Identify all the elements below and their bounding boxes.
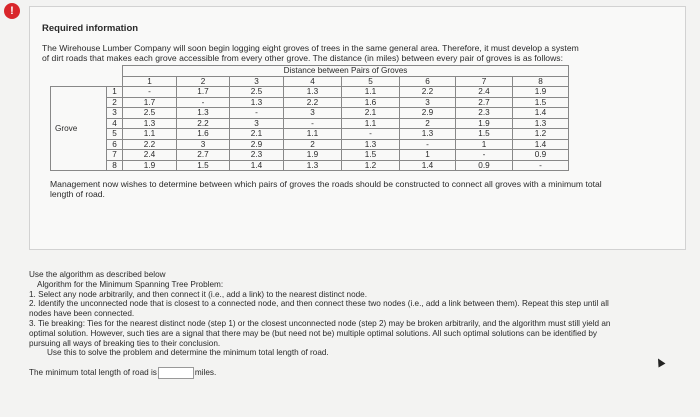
table-cell: 1 xyxy=(456,139,513,150)
mouse-cursor-icon xyxy=(655,357,666,368)
table-cell: 1.9 xyxy=(456,118,513,129)
table-row xyxy=(51,160,569,171)
row-header: 3 xyxy=(107,108,123,119)
table-cell: - xyxy=(342,129,400,140)
table-cell: - xyxy=(177,97,230,108)
table-cell: 2.2 xyxy=(284,97,342,108)
row-header: 1 xyxy=(107,87,123,98)
answer-prefix: The minimum total length of road is xyxy=(29,368,157,378)
table-cell: - xyxy=(230,108,284,119)
table-cell: 2.7 xyxy=(456,97,513,108)
table-cell: 3 xyxy=(177,139,230,150)
algorithm-title: Algorithm for the Minimum Spanning Tree Problem: xyxy=(37,279,224,289)
table-cell: 1.3 xyxy=(342,139,400,150)
table-cell: 1.9 xyxy=(123,160,177,171)
table-cell: 1.3 xyxy=(284,160,342,171)
row-header: 8 xyxy=(107,160,123,171)
column-header: 6 xyxy=(400,76,456,87)
table-cell: 2.2 xyxy=(123,139,177,150)
table-cell: 0.9 xyxy=(513,150,569,161)
table-cell: 1.5 xyxy=(456,129,513,140)
answer-row xyxy=(29,367,629,379)
table-cell: 2.1 xyxy=(230,129,284,140)
table-cell: 1.3 xyxy=(230,97,284,108)
table-title: Distance between Pairs of Groves xyxy=(123,66,569,77)
column-header: 5 xyxy=(342,76,400,87)
table-cell: 2 xyxy=(284,139,342,150)
table-cell: 1.4 xyxy=(513,108,569,119)
distance-table xyxy=(50,65,569,171)
algorithm-section xyxy=(29,270,629,379)
row-header: 4 xyxy=(107,118,123,129)
table-cell: 2 xyxy=(400,118,456,129)
table-cell: 2.4 xyxy=(456,87,513,98)
table-cell: 1.4 xyxy=(400,160,456,171)
table-cell: 1.1 xyxy=(284,129,342,140)
table-cell: 1.1 xyxy=(342,87,400,98)
table-cell: 1.6 xyxy=(177,129,230,140)
table-cell: 1.3 xyxy=(177,108,230,119)
table-cell: 1.6 xyxy=(342,97,400,108)
table-cell: 2.3 xyxy=(230,150,284,161)
answer-suffix: miles. xyxy=(194,368,217,378)
table-cell: 2.5 xyxy=(123,108,177,119)
table-cell: 1.4 xyxy=(230,160,284,171)
table-cell: 2.1 xyxy=(342,108,400,119)
table-cell: 1.7 xyxy=(123,97,177,108)
table-cell: 3 xyxy=(284,108,342,119)
table-cell: 1.3 xyxy=(513,118,569,129)
column-header: 1 xyxy=(123,76,177,87)
row-header: 5 xyxy=(107,129,123,140)
required-information-card xyxy=(29,6,686,250)
table-row xyxy=(51,108,569,119)
table-row xyxy=(51,129,569,140)
solve-instruction: Use this to solve the problem and determine the minimum total length of road. xyxy=(47,348,329,358)
table-row xyxy=(51,139,569,150)
table-cell: 1.9 xyxy=(513,87,569,98)
table-cell: 2.9 xyxy=(400,108,456,119)
table-cell: - xyxy=(456,150,513,161)
table-cell: 1.5 xyxy=(177,160,230,171)
table-cell: 1.4 xyxy=(513,139,569,150)
management-note: Management now wishes to determine between which pairs of groves the roads should be constructed to connect all groves with a minimum total length of road. xyxy=(50,179,602,199)
column-header: 4 xyxy=(284,76,342,87)
grove-row-label: Grove xyxy=(51,87,107,171)
alert-icon: ! xyxy=(4,3,20,19)
min-length-input[interactable] xyxy=(158,367,194,379)
table-cell: - xyxy=(513,160,569,171)
table-cell: 2.9 xyxy=(230,139,284,150)
table-cell: 1.3 xyxy=(284,87,342,98)
problem-intro: The Wirehouse Lumber Company will soon begin logging eight groves of trees in the same general area. Therefore, it must develop a system of dirt roads that makes each grove accessible from every other grove. The distance (in miles) between every pair of groves is as follows: xyxy=(42,43,579,63)
table-cell: 1.5 xyxy=(342,150,400,161)
table-cell: 1.2 xyxy=(513,129,569,140)
table-cell: 1.1 xyxy=(123,129,177,140)
table-cell: 2.7 xyxy=(177,150,230,161)
row-header: 2 xyxy=(107,97,123,108)
table-cell: 2.5 xyxy=(230,87,284,98)
section-heading: Required information xyxy=(42,23,139,34)
table-cell: 2.4 xyxy=(123,150,177,161)
column-header: 3 xyxy=(230,76,284,87)
table-cell: 1.9 xyxy=(284,150,342,161)
table-cell: - xyxy=(400,139,456,150)
table-cell: 1.1 xyxy=(342,118,400,129)
table-cell: 1.3 xyxy=(123,118,177,129)
table-cell: 3 xyxy=(230,118,284,129)
table-cell: 1 xyxy=(400,150,456,161)
table-title-row xyxy=(51,66,569,77)
table-cell: 0.9 xyxy=(456,160,513,171)
algorithm-step-3: 3. Tie breaking: Ties for the nearest distinct node (step 1) or the closest unconnected node (step 2) may be broken arbitrarily, and the algorithm must still yield an optimal solution. However, such ties are a signal that there may be (but need not be) multiple optimal solutions. All such optimal solutions can be identified by pursuing all ways of breaking ties to their conclusion. xyxy=(29,318,611,348)
column-header: 2 xyxy=(177,76,230,87)
table-corner xyxy=(51,76,123,87)
table-row xyxy=(51,97,569,108)
row-header: 7 xyxy=(107,150,123,161)
table-cell: 1.7 xyxy=(177,87,230,98)
table-cell: - xyxy=(284,118,342,129)
table-cell: 1.2 xyxy=(342,160,400,171)
table-row xyxy=(51,150,569,161)
table-cell: 2.2 xyxy=(400,87,456,98)
table-cell: 1.3 xyxy=(400,129,456,140)
table-cell: 2.3 xyxy=(456,108,513,119)
table-row xyxy=(51,118,569,129)
algorithm-step-1: 1. Select any node arbitrarily, and then connect it (i.e., add a link) to the nearest distinct node. xyxy=(29,289,368,299)
table-cell: - xyxy=(123,87,177,98)
row-header: 6 xyxy=(107,139,123,150)
algorithm-intro: Use the algorithm as described below xyxy=(29,270,166,279)
column-header: 8 xyxy=(513,76,569,87)
table-cell: 2.2 xyxy=(177,118,230,129)
table-corner xyxy=(51,66,123,77)
table-header-row xyxy=(51,76,569,87)
table-cell: 3 xyxy=(400,97,456,108)
table-cell: 1.5 xyxy=(513,97,569,108)
column-header: 7 xyxy=(456,76,513,87)
algorithm-step-2: 2. Identify the unconnected node that is closest to a connected node, and then connect these two nodes (i.e., add a link between them). Repeat this step until all nodes have been connected. xyxy=(29,299,609,319)
table-row xyxy=(51,87,569,98)
